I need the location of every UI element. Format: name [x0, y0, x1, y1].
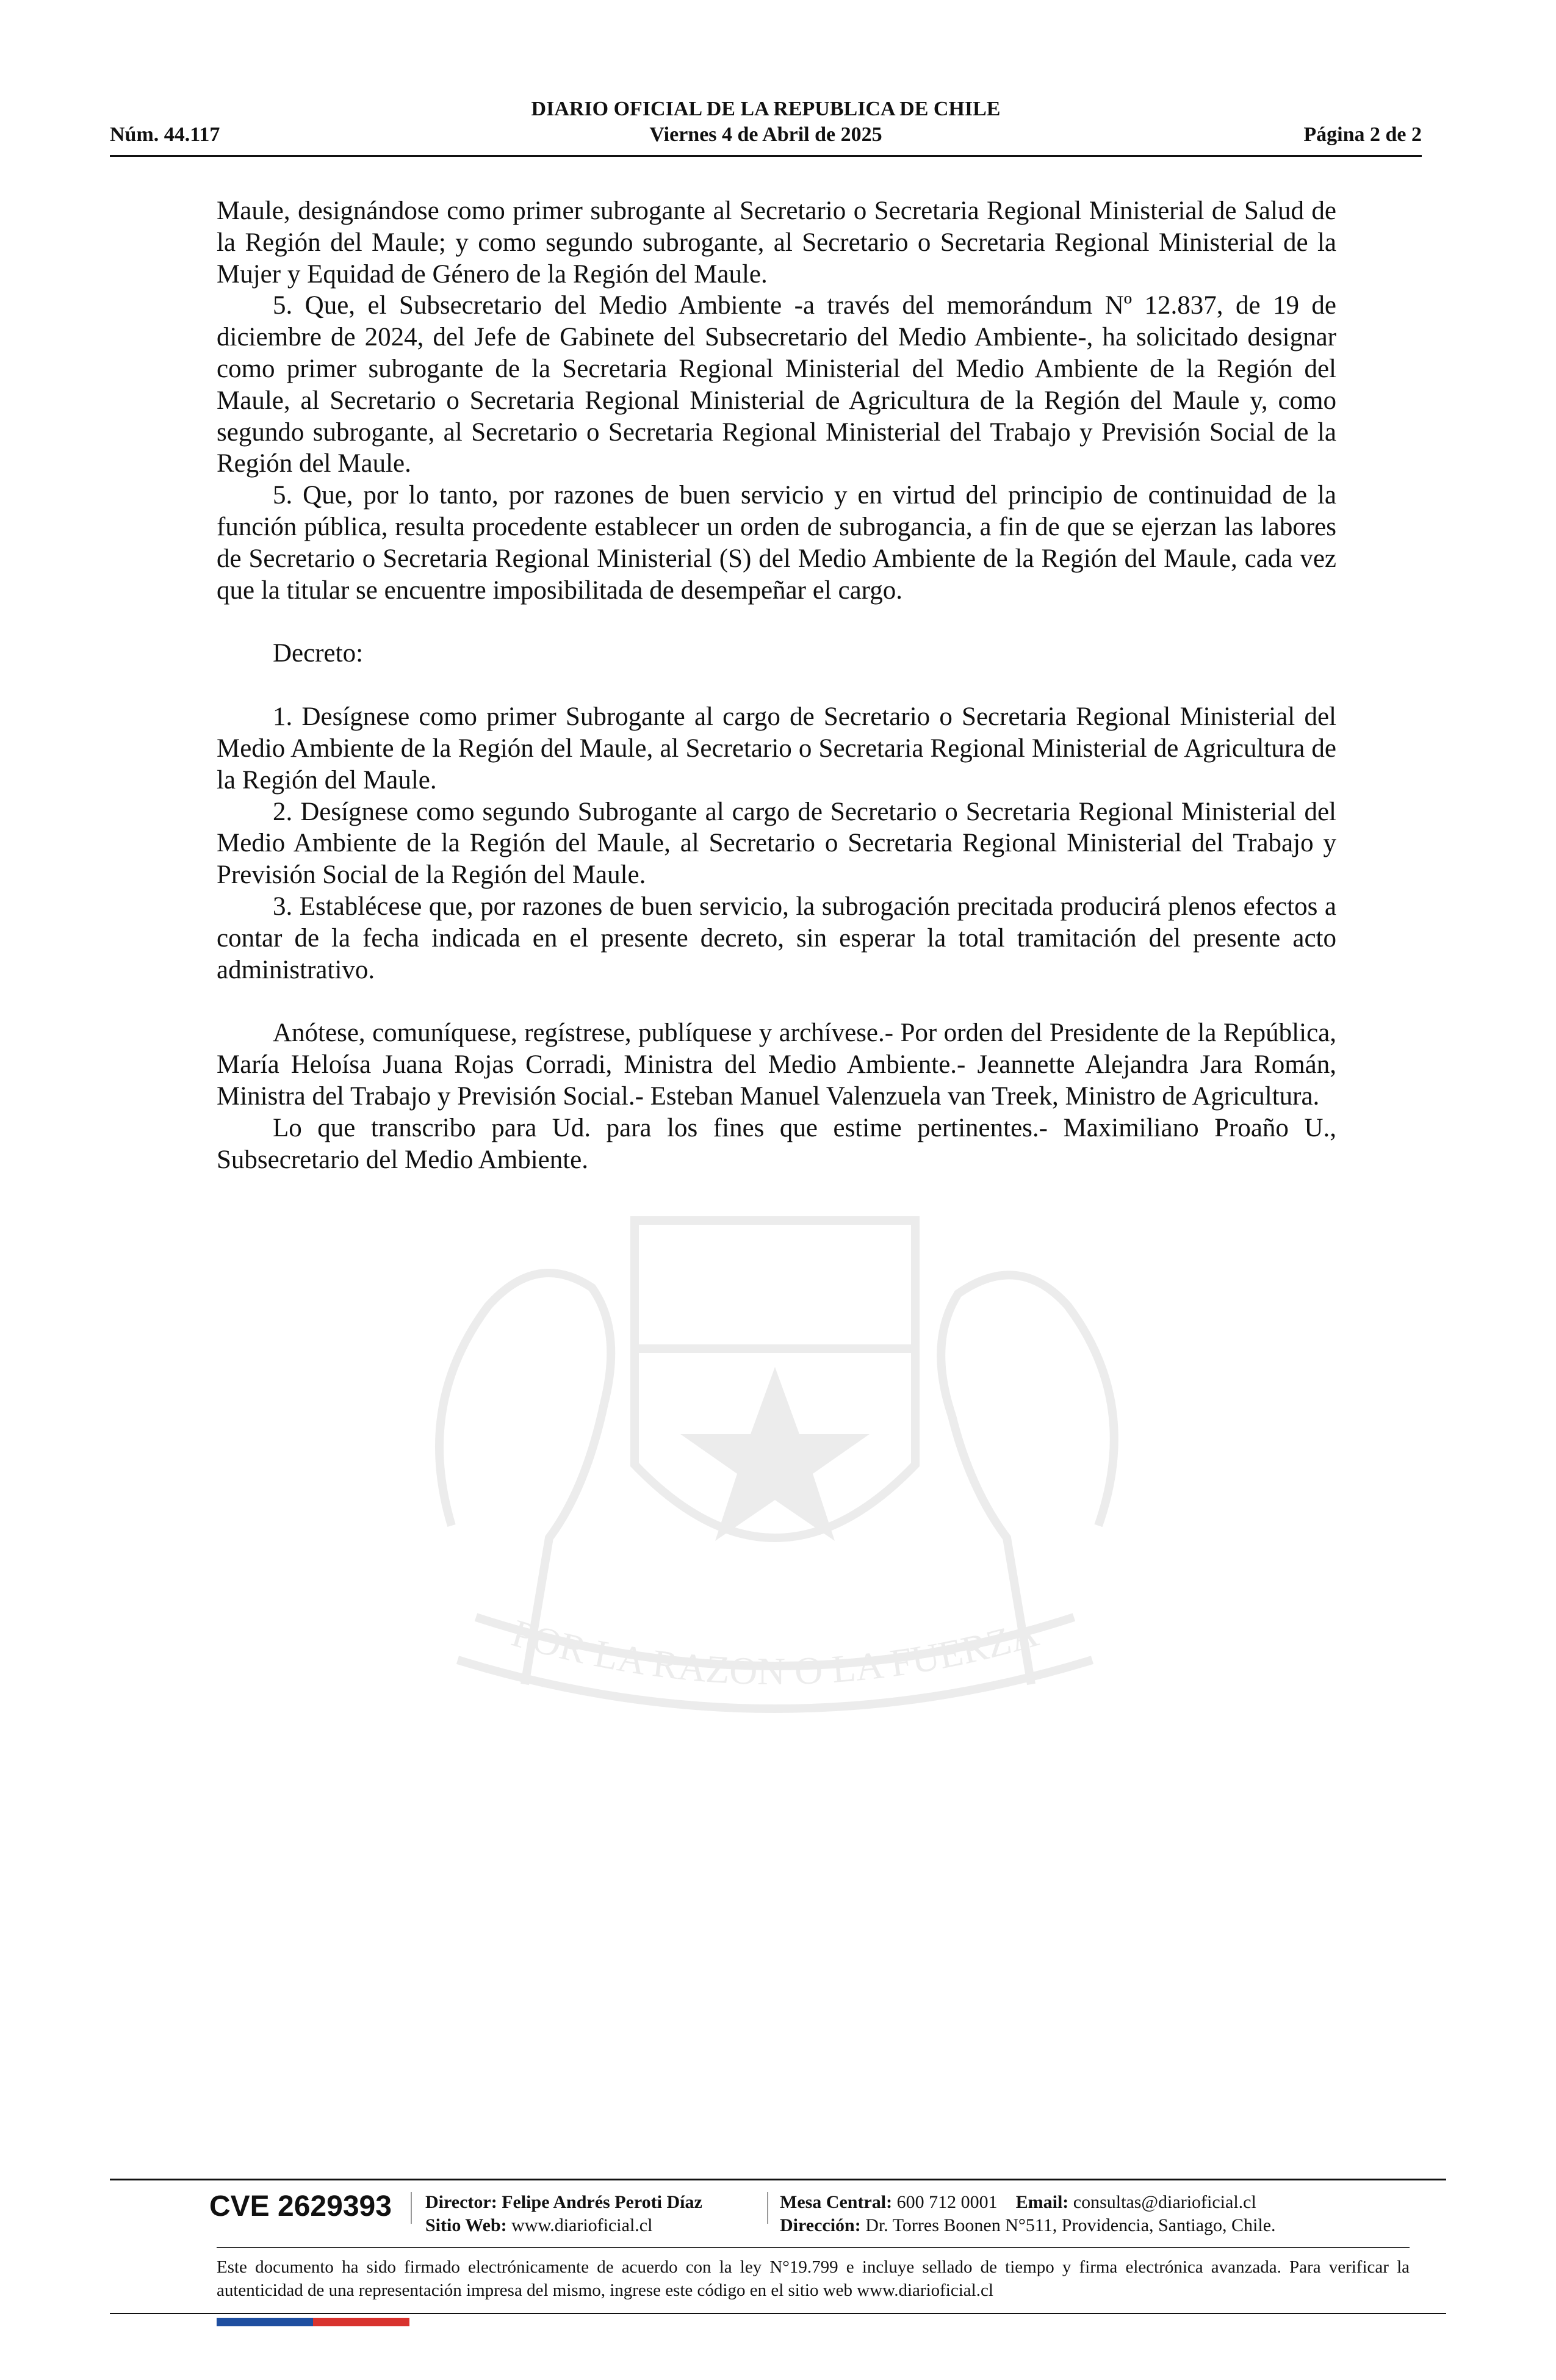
paragraph-whereas-5b: 5. Que, por lo tanto, por razones de buen servicio y en virtud del principio de continuidad de la función pública, resulta procedente establecer un orden de subrogancia, a fin de que se ejerzan las labores de Secretario o Secretaria Regional Ministerial (S) del Medio Ambiente de la Región del Maule, cada vez que la titular se encuentre imposibilitada de desempeñar el cargo.: [217, 481, 1336, 605]
paragraph-whereas-5a: 5. Que, el Subsecretario del Medio Ambiente -a través del memorándum Nº 12.837, de 19 de diciembre de 2024, del Jefe de Gabinete del Subsecretario del Medio Ambiente-, ha solicitado designar como primer subrogante de la Secretaria Regional Ministerial del Medio Ambiente de la Región del Maule, al Secretario o Secretaria Regional Ministerial de Agricultura de la Región del Maule y, como segundo subrogante, al Secretario o Secretaria Regional Ministerial del Trabajo y Previsión Social de la Región del Maule.: [217, 291, 1336, 478]
newspaper-title: DIARIO OFICIAL DE LA REPUBLICA DE CHILE: [531, 98, 1001, 120]
issue-date: Viernes 4 de Abril de 2025: [649, 123, 882, 146]
article-1: 1. Desígnese como primer Subrogante al cargo de Secretario o Secretaria Regional Ministerial del Medio Ambiente de la Región del Maule, al Secretario o Secretaria Regional Ministerial de Agricultura de la Región del Maule.: [217, 702, 1336, 795]
header-rule: [110, 155, 1422, 157]
footer-inner-rule: [217, 2247, 1410, 2248]
paragraph-continuation: Maule, designándose como primer subrogante al Secretario o Secretaria Regional Ministerial de Salud de la Región del Maule; y como segundo subrogante, al Secretario o Secretaria Regional Ministerial de la Mujer y Equidad de Género de la Región del Maule.: [217, 197, 1336, 289]
phone-number: 600 712 0001: [896, 2192, 998, 2212]
cve-code: CVE 2629393: [209, 2190, 392, 2223]
flag-stripe-red: [313, 2318, 409, 2326]
electronic-signature-note: Este documento ha sido firmado electrónicamente de acuerdo con la ley N°19.799 e incluye sellado de tiempo y firma electrónica avanzada. Para verificar la autenticidad de una representación impresa del mismo, ingrese este código en el sitio web www.diarioficial.cl: [217, 2257, 1410, 2300]
address: Dr. Torres Boonen N°511, Providencia, Santiago, Chile.: [865, 2215, 1276, 2235]
decree-heading: Decreto:: [273, 639, 364, 668]
director-name: Felipe Andrés Peroti Díaz: [502, 2192, 702, 2212]
flag-stripe-blue: [217, 2318, 313, 2326]
article-2: 2. Desígnese como segundo Subrogante al cargo de Secretario o Secretaria Regional Ministerial del Medio Ambiente de la Región del Maule, al Secretario o Secretaria Regional Ministerial del Trabajo y Previsión Social de la Región del Maule.: [217, 797, 1336, 890]
issue-number: Núm. 44.117: [110, 123, 220, 146]
page-header: [110, 92, 1422, 159]
footer-bottom-rule: [110, 2313, 1446, 2314]
footer-director-block: Director: Felipe Andrés Peroti Díaz Sitio Web: www.diarioficial.cl: [425, 2192, 702, 2235]
website-link[interactable]: www.diarioficial.cl: [511, 2215, 653, 2235]
transcription-note: Lo que transcribo para Ud. para los fines que estime pertinentes.- Maximiliano Proaño U., Subsecretario del Medio Ambiente.: [217, 1113, 1336, 1174]
page-number: Página 2 de 2: [1303, 123, 1422, 146]
email-link[interactable]: consultas@diarioficial.cl: [1073, 2192, 1256, 2212]
footer-rule: [110, 2179, 1446, 2180]
footer-divider: [411, 2192, 412, 2224]
closing-signatures: Anótese, comuníquese, regístrese, publíquese y archívese.- Por orden del Presidente de la República, María Heloísa Juana Rojas Corradi, Ministra del Medio Ambiente.- Jeannette Alejandra Jara Román, Ministra del Trabajo y Previsión Social.- Esteban Manuel Valenzuela van Treek, Ministro de Agricultura.: [217, 1019, 1336, 1111]
decree-body: [217, 195, 1336, 1175]
article-3: 3. Establécese que, por razones de buen servicio, la subrogación precitada producirá plenos efectos a contar de la fecha indicada en el presente decreto, sin esperar la total tramitación del presente acto administrativo.: [217, 892, 1336, 984]
coat-of-arms-watermark-icon: [317, 1147, 1233, 1758]
footer-contact-block: Mesa Central: 600 712 0001 Email: consultas@diarioficial.cl Dirección: Dr. Torres Boonen N°511, Providencia, Santiago, Chile.: [780, 2192, 1276, 2235]
footer-divider: [767, 2192, 768, 2224]
page-footer: [110, 2179, 1446, 2331]
watermark-motto: POR LA RAZON O LA FUERZA: [506, 1610, 1043, 1693]
